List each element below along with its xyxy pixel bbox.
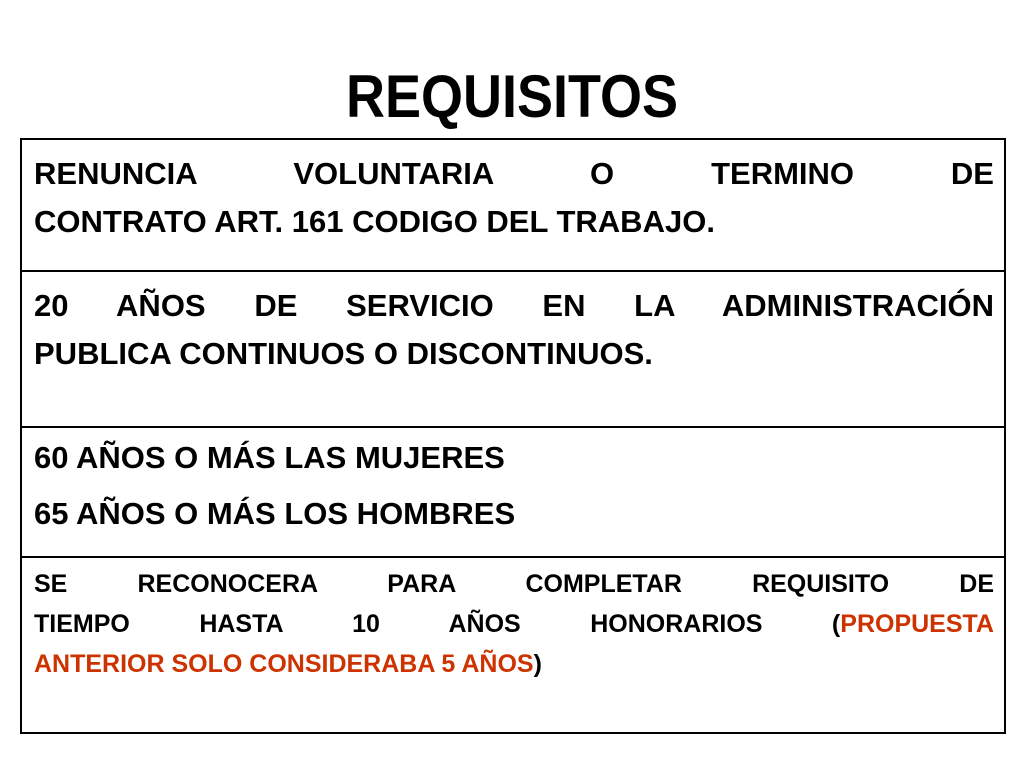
requirement-row-fees-recognition [22,558,1004,732]
requirement-row-age [22,428,1004,558]
requirement-text-line: RENUNCIA VOLUNTARIA O TERMINO DE [34,156,994,191]
requirement-age-men: 65 AÑOS O MÁS LOS HOMBRES [34,496,516,531]
requirement-text-segment: TIEMPO HASTA 10 AÑOS HONORARIOS ( [34,610,841,638]
requirement-row-resignation [22,140,1004,272]
requirement-text-segment: ) [533,650,542,678]
requirement-age-women: 60 AÑOS O MÁS LAS MUJERES [34,440,505,475]
requirement-text-line: PUBLICA CONTINUOS O DISCONTINUOS. [34,336,653,371]
requirement-text-line: 20 AÑOS DE SERVICIO EN LA ADMINISTRACIÓN [34,288,994,323]
previous-proposal-note: PROPUESTA [840,610,994,638]
requirement-text-line [34,644,994,684]
previous-proposal-note: ANTERIOR SOLO CONSIDERABA 5 AÑOS [34,650,534,678]
requirements-table [20,138,1006,734]
requirement-text-line [34,604,994,644]
page-title: REQUISITOS [345,63,679,130]
requirement-text-line: CONTRATO ART. 161 CODIGO DEL TRABAJO. [34,204,715,239]
requirement-row-service-years [22,272,1004,428]
requirement-text-line: SE RECONOCERA PARA COMPLETAR REQUISITO DE [34,570,994,598]
